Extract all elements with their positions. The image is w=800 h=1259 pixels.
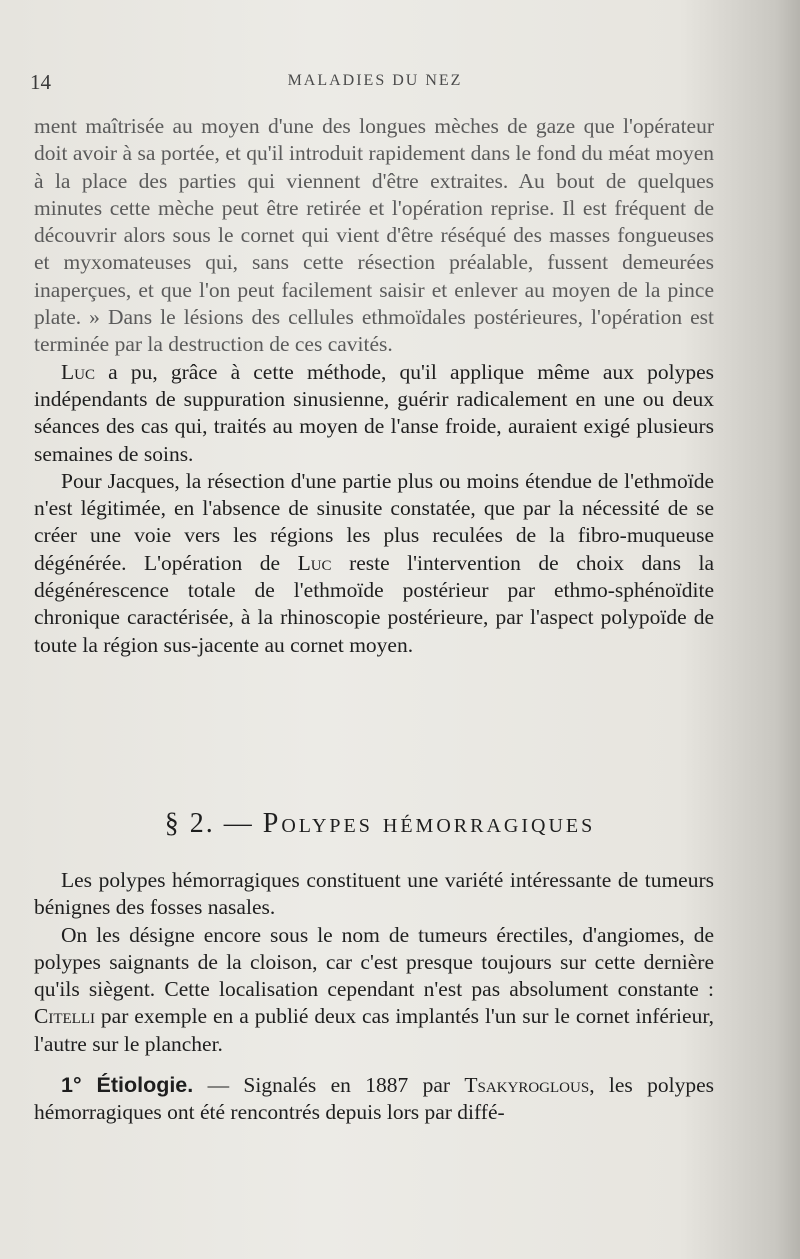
text-block-upper bbox=[34, 113, 714, 659]
page-number: 14 bbox=[30, 70, 51, 94]
paragraph-text: Pour Jacques, la résection d'une partie plus ou moins étendue de l'ethmoïde n'est légitimée, en l'absence de sinusite constatée, que par la nécessité de se créer une voie vers les régions les plus reculées de la fibro-muqueuse dégénérée. L'opération de bbox=[34, 468, 714, 575]
section-number: § 2. — bbox=[164, 808, 254, 839]
text-block-lower bbox=[34, 867, 714, 1127]
section-title: Polypes hémorragiques bbox=[262, 808, 596, 839]
section-heading bbox=[0, 808, 760, 840]
author-name: Tsakyroglous bbox=[464, 1073, 590, 1098]
paragraph-text: a pu, grâce à cette méthode, qu'il applique même aux polypes indépendants de suppuration sinusienne, guérir radicalement en une ou deux séances des cas qui, traités au moyen de l'anse froide, auraient exigé plusieurs semaines de soins. bbox=[34, 359, 714, 466]
author-name: Citelli bbox=[34, 1004, 95, 1029]
paragraph bbox=[34, 922, 714, 1058]
paragraph bbox=[34, 1072, 714, 1127]
paragraph bbox=[34, 359, 714, 468]
paragraph: Les polypes hémorragiques constituent une variété intéressante de tumeurs bénignes des fosses nasales. bbox=[34, 868, 714, 920]
running-title: MALADIES DU NEZ bbox=[287, 72, 463, 89]
paragraph-text: reste l'intervention de choix dans la dégénérescence totale de l'ethmoïde postérieur par ethmo-sphénoïdite chronique caractérisée, à la rhinoscopie postérieure, par l'aspect polypoïde de toute la région sus-jacente au cornet moyen. bbox=[34, 550, 714, 657]
subsection-label: 1° Étiologie. bbox=[61, 1073, 194, 1098]
paragraph bbox=[34, 468, 714, 659]
paragraph: ment maîtrisée au moyen d'une des longues mèches de gaze que l'opérateur doit avoir à sa portée, et qu'il introduit rapidement dans le fond du méat moyen à la place des parties qui viennent d'être extraites. Au bout de quelques minutes cette mèche peut être retirée et l'opération reprise. Il est fréquent de découvrir alors sous le cornet qui vient d'être réséqué des masses fongueuses et myxomateuses qui, sans cette résection préalable, fussent demeurées inaperçues, et que l'on peut facilement saisir et enlever au moyen de la pince plate. » Dans le lésions des cellules ethmoïdales postérieures, l'opération est terminée par la destruction de ces cavités. bbox=[34, 114, 714, 357]
paragraph-text: — Signalés en 1887 par bbox=[193, 1073, 465, 1098]
paragraph-text: par exemple en a publié deux cas implantés l'un sur le cornet inférieur, l'autre sur le plancher. bbox=[34, 1004, 714, 1056]
author-name: Luc bbox=[297, 550, 332, 575]
author-name: Luc bbox=[61, 359, 95, 384]
page-header bbox=[30, 70, 720, 100]
paragraph-text: On les désigne encore sous le nom de tumeurs érectiles, d'angiomes, de polypes saignants de la cloison, car c'est presque toujours sur cette dernière qu'ils siègent. Cette localisation cependant n'est pas absolument constante : bbox=[34, 922, 714, 1002]
paragraph-text: , les polypes hémorragiques ont été rencontrés depuis lors par diffé- bbox=[34, 1073, 714, 1125]
